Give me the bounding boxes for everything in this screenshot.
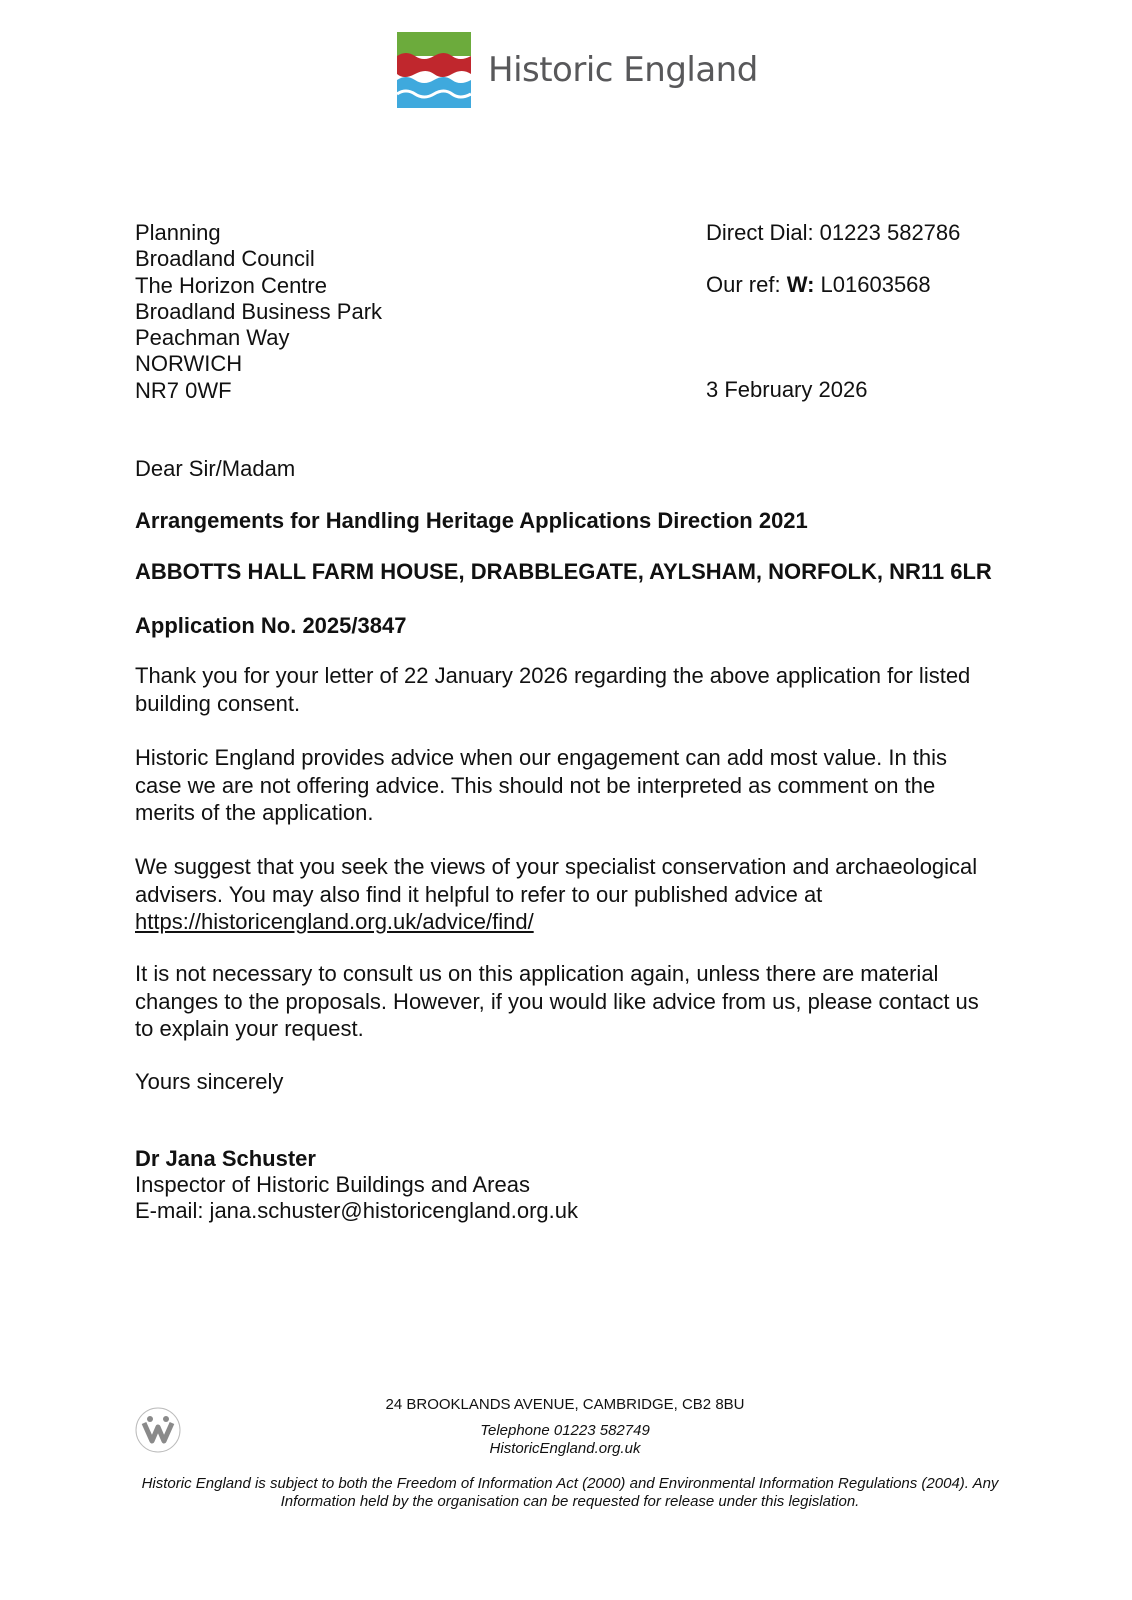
- address-line: Planning: [135, 220, 221, 245]
- address-line: Broadland Business Park: [135, 298, 383, 324]
- historic-england-logo: [397, 32, 758, 108]
- ref-label: Our ref:: [706, 272, 781, 297]
- address-line: The Horizon Centre: [135, 272, 327, 298]
- historic-england-logo-icon: [397, 32, 471, 108]
- footer-address: 24 BROOKLANDS AVENUE, CAMBRIDGE, CB2 8BU: [385, 1396, 745, 1413]
- address-line: NORWICH: [135, 351, 243, 377]
- logo-wordmark: Historic England: [488, 50, 758, 90]
- recipient-address: [135, 220, 382, 404]
- foi-disclaimer: Historic England is subject to both the Freedom of Information Act (2000) and Environmental Information Regulations (2004). Any Information held by the organisation can be requested for release under this legislation.: [141, 1475, 999, 1510]
- closing: Yours sincerely: [135, 1069, 284, 1094]
- property-address: ABBOTTS HALL FARM HOUSE, DRABBLEGATE, AYLSHAM, NORFOLK, NR11 6LR: [135, 559, 992, 584]
- address-line: NR7 0WF: [135, 377, 232, 403]
- paragraph-3: [135, 853, 1015, 936]
- paragraph-4: It is not necessary to consult us on this application again, unless there are material changes to the proposals. However, if you would like advice from us, please contact us to explain your request.: [135, 961, 979, 1041]
- signatory-email: E-mail: jana.schuster@historicengland.org.uk: [135, 1198, 578, 1223]
- letter-date: 3 February 2026: [706, 377, 868, 402]
- footer-website: HistoricEngland.org.uk: [489, 1440, 641, 1457]
- our-reference: [706, 272, 931, 298]
- direct-dial: Direct Dial: 01223 582786: [706, 220, 961, 245]
- paragraph-3-text: We suggest that you seek the views of your specialist conservation and archaeological advisers. You may also find it helpful to refer to our published advice at: [135, 854, 978, 907]
- address-line: Peachman Way: [135, 325, 290, 351]
- salutation: Dear Sir/Madam: [135, 456, 296, 481]
- letter-heading: Arrangements for Handling Heritage Applications Direction 2021: [135, 508, 808, 533]
- positive-about-disabled-people-badge: [120, 1395, 200, 1465]
- disability-badge-icon: [120, 1395, 200, 1465]
- signatory-title: Inspector of Historic Buildings and Areas: [135, 1172, 530, 1197]
- footer-telephone: Telephone 01223 582749: [480, 1422, 650, 1439]
- application-number: Application No. 2025/3847: [135, 613, 407, 638]
- advice-link[interactable]: https://historicengland.org.uk/advice/find/: [135, 909, 534, 934]
- ref-value: L01603568: [820, 272, 931, 297]
- address-line: Broadland Council: [135, 246, 315, 272]
- paragraph-1: Thank you for your letter of 22 January 2026 regarding the above application for listed building consent.: [135, 663, 971, 716]
- signatory-name: Dr Jana Schuster: [135, 1146, 316, 1171]
- ref-prefix: W:: [786, 272, 815, 297]
- paragraph-2: Historic England provides advice when our engagement can add most value. In this case we are not offering advice. This should not be interpreted as comment on the merits of the application.: [135, 745, 948, 825]
